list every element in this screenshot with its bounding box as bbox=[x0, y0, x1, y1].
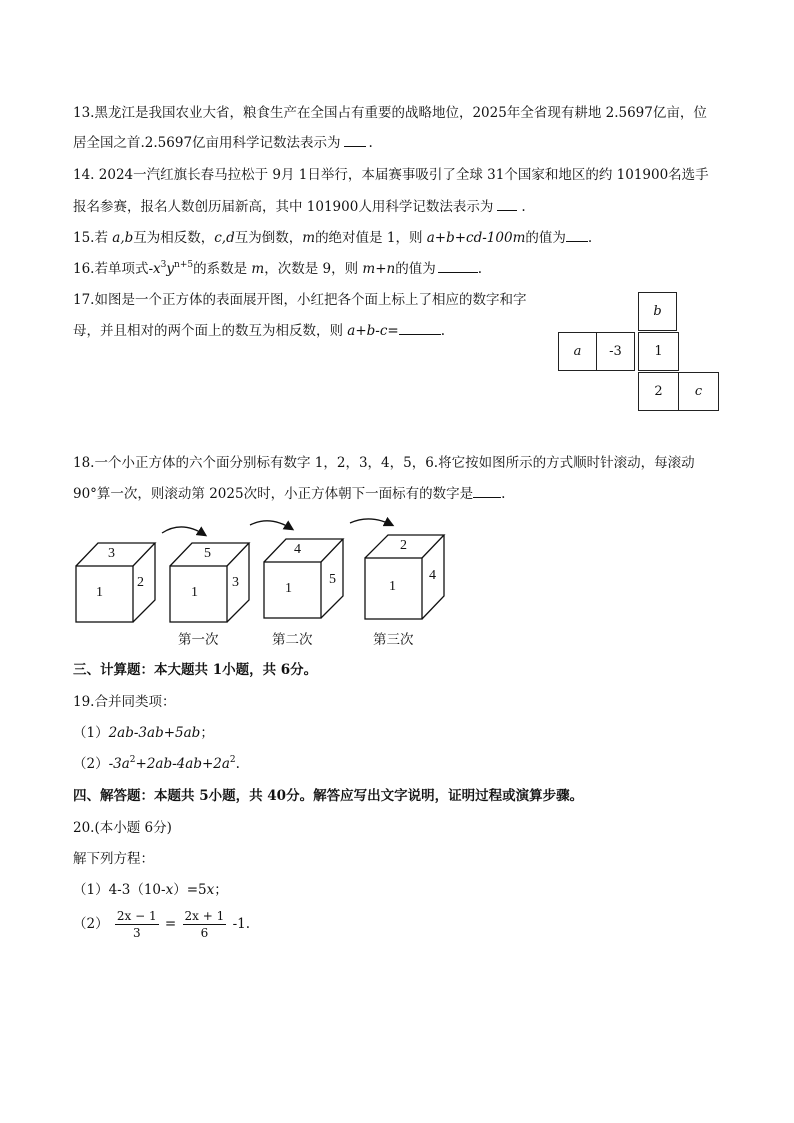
net-face-1: 1 bbox=[638, 332, 679, 371]
q14-line2: 报名参赛，报名人数创历届新高，其中 101900人用科学记数法表示为 . bbox=[73, 199, 526, 215]
roll-arrow-1 bbox=[162, 527, 205, 535]
net-face-c: c bbox=[678, 372, 719, 411]
cube-3-side-number: 5 bbox=[329, 572, 336, 587]
cube-3-top-number: 4 bbox=[294, 542, 301, 557]
fraction-left: $\frac{2x - 1}{3}$ bbox=[116, 909, 157, 940]
q17-answer-blank[interactable] bbox=[399, 322, 441, 335]
q20-subtitle: 解下列方程： bbox=[73, 851, 154, 867]
caption-first-roll: 第一次 bbox=[178, 632, 219, 648]
section-3-heading: 三、计算题：本大题共 1小题，共 6分。 bbox=[73, 662, 318, 678]
q16-answer-blank[interactable] bbox=[438, 260, 478, 273]
cube-2-top-number: 5 bbox=[204, 546, 211, 561]
fraction-right: $\frac{2x + 1}{6}$ bbox=[184, 909, 225, 940]
q20-part2: （2） $\frac{2x - 1}{3}$ = $\frac{2x + 1}{6}$ -1. bbox=[73, 909, 251, 940]
q13-line1: 13.黑龙江是我国农业大省，粮食生产在全国占有重要的战略地位，2025年全省现有耕地 2.5697亿亩，位 bbox=[73, 105, 707, 121]
caption-third-roll: 第三次 bbox=[373, 632, 414, 648]
roll-arrow-2 bbox=[250, 521, 292, 529]
cube-4-side-number: 4 bbox=[429, 568, 436, 583]
roll-arrow-3 bbox=[350, 519, 392, 525]
q16-line: 16.若单项式$-x^3y^{n+5}$的系数是 m，次数是 9，则 m+n的值为 . bbox=[73, 260, 482, 277]
net-face-a: a bbox=[558, 332, 597, 371]
q19-part1: （1）2ab-3ab+5ab； bbox=[73, 725, 214, 741]
q19-title: 19.合并同类项： bbox=[73, 694, 176, 710]
q18-answer-blank[interactable] bbox=[473, 485, 501, 498]
q19-part2: $(2)-3a^2+2ab-4ab+2a^2$. bbox=[73, 755, 240, 772]
q15-line: 15.若 a,b互为相反数，c,d互为倒数，m的绝对值是 1，则 a+b+cd-100m的值为 . bbox=[73, 230, 593, 246]
rolling-cube-drawing bbox=[70, 515, 460, 625]
cube-3-front-number: 1 bbox=[285, 581, 292, 596]
q18-line1: 18.一个小正方体的六个面分别标有数字 1，2，3，4，5，6.将它按如图所示的方式顺时针滚动，每滚动 bbox=[73, 455, 695, 471]
caption-second-roll: 第二次 bbox=[272, 632, 313, 648]
cube-1-side-number: 2 bbox=[137, 575, 144, 590]
net-face-2: 2 bbox=[638, 372, 679, 411]
q14-line1: 14. 2024一汽红旗长春马拉松于 9月 1日举行，本届赛事吸引了全球 31个国家和地区的约 101900名选手 bbox=[73, 167, 709, 183]
q20-title: 20.(本小题 6分) bbox=[73, 820, 172, 836]
q15-answer-blank[interactable] bbox=[566, 229, 588, 242]
cube-2-side-number: 3 bbox=[232, 575, 239, 590]
cube-1-front-number: 1 bbox=[96, 585, 103, 600]
q20-part1: （1）4-3（10-x）=5x； bbox=[73, 882, 228, 898]
cube-4-top-number: 2 bbox=[400, 538, 407, 553]
rolling-cube-figure bbox=[70, 515, 460, 650]
q13-line2: 居全国之首.2.5697亿亩用科学记数法表示为 . bbox=[73, 135, 373, 151]
q17-line2: 母，并且相对的两个面上的数互为相反数，则 a+b-c= . bbox=[73, 323, 446, 339]
cube-2-front-number: 1 bbox=[191, 585, 198, 600]
q17-line1: 17.如图是一个正方体的表面展开图，小红把各个面上标上了相应的数字和字 bbox=[73, 292, 527, 308]
cube-1-top-number: 3 bbox=[108, 546, 115, 561]
q18-line2: 90°算一次，则滚动第 2025次时，小正方体朝下一面标有的数字是 . bbox=[73, 486, 506, 502]
q14-answer-blank[interactable] bbox=[497, 198, 517, 211]
net-face-top: b bbox=[638, 292, 677, 331]
net-face-neg3: -3 bbox=[596, 332, 635, 371]
q13-answer-blank[interactable] bbox=[344, 134, 366, 147]
cube-4-front-number: 1 bbox=[389, 579, 396, 594]
section-4-heading: 四、解答题：本题共 5小题，共 40分。解答应写出文字说明，证明过程或演算步骤。 bbox=[73, 788, 584, 804]
